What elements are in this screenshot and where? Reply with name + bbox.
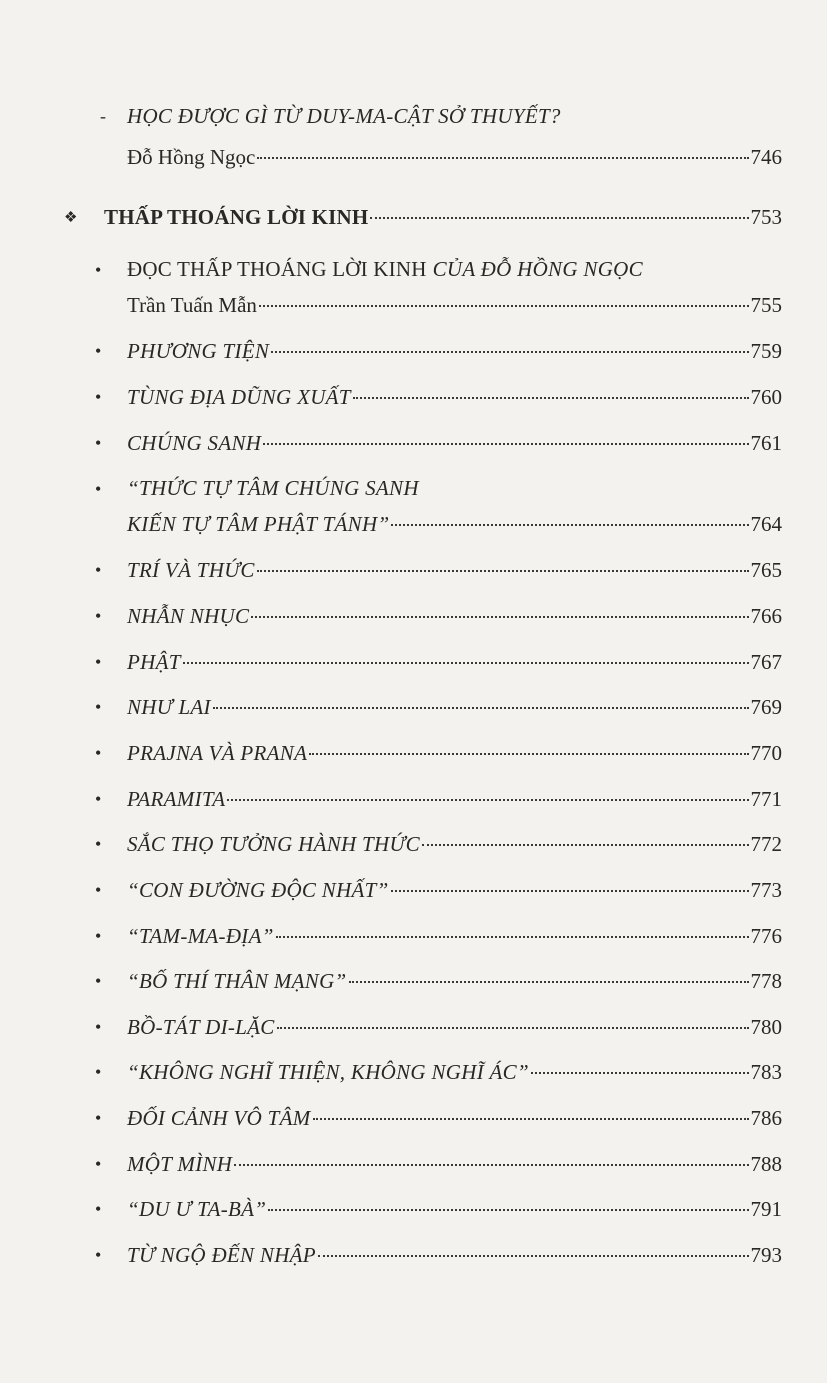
bullet-marker: • (95, 834, 102, 854)
toc-entry (127, 922, 782, 950)
entry-title: PRAJNA VÀ PRANA (127, 741, 308, 765)
toc-entry (127, 337, 782, 365)
dot-leader (349, 980, 749, 983)
toc-entry (127, 383, 782, 411)
bullet-marker: • (95, 743, 102, 763)
entry-title: TRÍ VÀ THỨC (127, 558, 255, 582)
entry-title: HỌC ĐƯỢC GÌ TỪ DUY-MA-CẬT SỞ THUYẾT? (127, 104, 561, 128)
toc-entry (127, 648, 782, 676)
entry-title-continued: KIẾN TỰ TÂM PHẬT TÁNH” (127, 512, 390, 536)
entry-title: SẮC THỌ TƯỞNG HÀNH THỨC (127, 832, 420, 856)
dot-leader (531, 1071, 749, 1074)
entry-title: “KHÔNG NGHĨ THIỆN, KHÔNG NGHĨ ÁC” (127, 1060, 529, 1084)
bullet-marker: • (95, 1017, 102, 1037)
bullet-marker: • (95, 652, 102, 672)
page-number: 755 (750, 293, 782, 317)
toc-entry (127, 1013, 782, 1041)
dot-leader (234, 1163, 748, 1166)
toc-entry-author-line (127, 291, 782, 319)
page-number: 767 (750, 650, 782, 674)
page-number: 771 (750, 787, 782, 811)
dot-leader (391, 889, 749, 892)
bullet-marker: • (95, 1108, 102, 1128)
toc-entry (127, 255, 782, 283)
dot-leader (313, 1117, 749, 1120)
dash-marker: - (100, 106, 106, 126)
entry-title: NHƯ LAI (127, 695, 211, 719)
entry-title: MỘT MÌNH (127, 1152, 233, 1176)
toc-entry (127, 830, 782, 858)
entry-title: “BỐ THÍ THÂN MẠNG” (127, 969, 347, 993)
entry-title: BỒ-TÁT DI-LẶC (127, 1015, 275, 1039)
toc-entry (127, 739, 782, 767)
toc-entry-continuation (127, 510, 782, 538)
dot-leader (309, 752, 748, 755)
entry-title: “CON ĐƯỜNG ĐỘC NHẤT” (127, 878, 389, 902)
bullet-marker: • (95, 479, 102, 499)
section-heading (104, 203, 782, 231)
toc-entry (127, 1195, 782, 1223)
entry-title: PHẬT (127, 650, 181, 674)
entry-title: TỪ NGỘ ĐẾN NHẬP (127, 1243, 316, 1267)
dot-leader (259, 304, 749, 307)
entry-title: “TAM-MA-ĐỊA” (127, 924, 274, 948)
page-number: 765 (750, 558, 782, 582)
toc-entry (127, 1241, 782, 1269)
dot-leader (391, 523, 748, 526)
bullet-marker: • (95, 1062, 102, 1082)
page-number: 772 (750, 832, 782, 856)
toc-entry-intro-author-line (127, 143, 782, 171)
entry-title: NHẪN NHỤC (127, 604, 250, 628)
entry-title: ĐỐI CẢNH VÔ TÂM (127, 1106, 311, 1130)
toc-entry (127, 693, 782, 721)
page-number: 764 (750, 512, 782, 536)
bullet-marker: • (95, 260, 102, 280)
dot-leader (318, 1254, 749, 1257)
page-number: 778 (750, 969, 782, 993)
dot-leader (353, 396, 749, 399)
section-title: THẤP THOÁNG LỜI KINH (104, 205, 369, 229)
entry-title: “DU Ư TA-BÀ” (127, 1197, 267, 1221)
dot-leader (257, 156, 748, 159)
toc-entry (127, 556, 782, 584)
entry-title: TÙNG ĐỊA DŨNG XUẤT (127, 385, 351, 409)
bullet-marker: • (95, 880, 102, 900)
entry-title-suffix: CỦA ĐỖ HỒNG NGỌC (432, 257, 643, 281)
entry-author: Đỗ Hồng Ngọc (127, 145, 256, 169)
diamond-bullet-icon: ❖ (64, 210, 78, 226)
bullet-marker: • (95, 1154, 102, 1174)
dot-leader (422, 843, 749, 846)
page-number: 770 (750, 741, 782, 765)
dot-leader (183, 661, 749, 664)
dot-leader (271, 350, 748, 353)
toc-entry-intro (127, 102, 782, 130)
dot-leader (370, 216, 748, 219)
bullet-marker: • (95, 387, 102, 407)
bullet-marker: • (95, 697, 102, 717)
page-number: 766 (750, 604, 782, 628)
page-number: 788 (750, 1152, 782, 1176)
bullet-marker: • (95, 1245, 102, 1265)
dot-leader (227, 798, 748, 801)
page-number: 783 (750, 1060, 782, 1084)
page-number: 776 (750, 924, 782, 948)
entry-title: ĐỌC THẤP THOÁNG LỜI KINH (127, 257, 427, 281)
bullet-marker: • (95, 341, 102, 361)
bullet-marker: • (95, 926, 102, 946)
toc-entry (127, 967, 782, 995)
bullet-marker: • (95, 971, 102, 991)
page-number: 760 (750, 385, 782, 409)
bullet-marker: • (95, 1199, 102, 1219)
toc-entry (127, 785, 782, 813)
page-number: 773 (750, 878, 782, 902)
bullet-marker: • (95, 606, 102, 626)
bullet-marker: • (95, 560, 102, 580)
entry-title: “THỨC TỰ TÂM CHÚNG SANH (127, 476, 419, 500)
dot-leader (268, 1208, 748, 1211)
page-number: 759 (750, 339, 782, 363)
dot-leader (263, 442, 748, 445)
toc-entry (127, 602, 782, 630)
page-number: 791 (750, 1197, 782, 1221)
entry-author: Trần Tuấn Mẫn (127, 293, 257, 317)
toc-entry (127, 876, 782, 904)
toc-entry (127, 1150, 782, 1178)
page-number: 753 (750, 205, 782, 229)
bullet-marker: • (95, 433, 102, 453)
toc-entry (127, 1104, 782, 1132)
dot-leader (213, 706, 749, 709)
entry-title: PHƯƠNG TIỆN (127, 339, 270, 363)
bullet-marker: • (95, 789, 102, 809)
page-number: 746 (750, 145, 782, 169)
entry-title: CHÚNG SANH (127, 431, 262, 455)
entry-title: PARAMITA (127, 787, 226, 811)
dot-leader (276, 935, 749, 938)
toc-entry (127, 474, 782, 502)
toc-entry (127, 429, 782, 457)
dot-leader (251, 615, 748, 618)
dot-leader (257, 569, 749, 572)
dot-leader (277, 1026, 749, 1029)
page-number: 786 (750, 1106, 782, 1130)
page-number: 780 (750, 1015, 782, 1039)
page-number: 769 (750, 695, 782, 719)
page-number: 793 (750, 1243, 782, 1267)
page-number: 761 (750, 431, 782, 455)
toc-entry (127, 1058, 782, 1086)
